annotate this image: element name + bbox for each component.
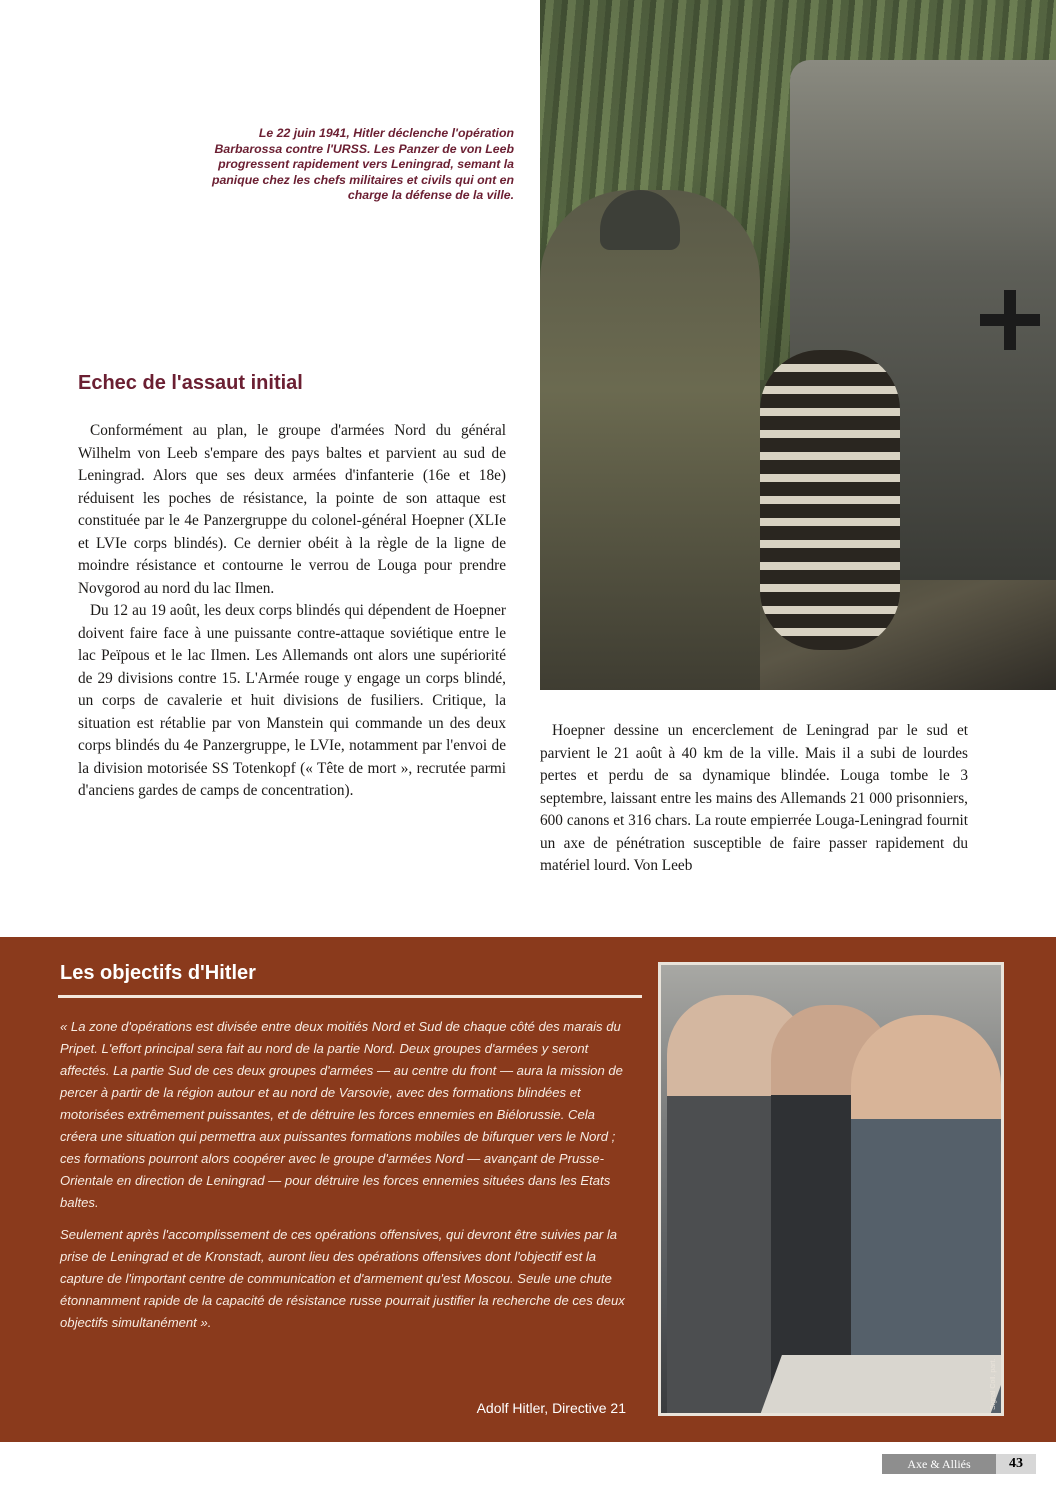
photo-tank-track (760, 350, 900, 650)
quote-source: Adolf Hitler, Directive 21 (476, 1400, 626, 1416)
photo-credit: Signal Coll. part. (990, 1358, 997, 1410)
photo-hitler-generals (658, 962, 1004, 1416)
paragraph: Du 12 au 19 août, les deux corps blindés qui dépendent de Hoepner doivent faire face à une puissante contre-attaque soviétique entre le lac Peïpous et le lac Ilmen. Les Allemands ont alors une supériorité de 29 divisions contre 15. L'Armée rouge y engage un corps blindé, un corps de cavalerie et huit divisions de fusiliers. Critique, la situation est rétablie par von Manstein qui commande un des deux corps blindés du 4e Panzergruppe, le LVIe, notamment par l'envoi de la division motorisée SS Totenkopf (« Tête de mort », recrutée parmi d'anciens gardes de camps de concentration). (78, 602, 506, 799)
balkenkreuz-icon (980, 290, 1040, 350)
magazine-name: Axe & Alliés (882, 1454, 996, 1474)
photo-tank-soldiers (540, 0, 1056, 690)
paragraph: Hoepner dessine un encerclement de Leningrad par le sud et parvient le 21 août à 40 km de la ville. Mais il a subi de lourdes pertes et perdu de sa dynamique blindée. Louga tombe le 3 septembre, laissant entre les mains des Allemands 21 000 prisonniers, 600 canons et 316 chars. La route empierrée Louga-Leningrad fournit un axe de pénétration susceptible de faire passer rapidement du matériel lourd. Von Leeb (540, 722, 968, 874)
body-column-right (540, 720, 968, 878)
box-quote (60, 1016, 628, 1344)
quote-paragraph: Seulement après l'accomplissement de ces opérations offensives, qui devront être suivies par la prise de Leningrad et de Kronstadt, auront lieu des opérations offensives dont l'objectif est la capture de l'important centre de communication et d'armement qu'est Moscou. Seule une chute étonnamment rapide de la capacité de résistance russe pourrait justifier la recherche de ces deux objectifs simultanément ». (60, 1227, 625, 1330)
box-divider (58, 995, 642, 998)
photo-map (760, 1355, 1004, 1415)
page-number: 43 (996, 1454, 1036, 1474)
photo-caption: Le 22 juin 1941, Hitler déclenche l'opération Barbarossa contre l'URSS. Les Panzer de von Leeb progressent rapidement vers Leningrad, semant la panique chez les chefs militaires et civils qui ont en charge la défense de la ville. (211, 126, 514, 203)
body-column-left (78, 420, 506, 803)
photo-soldier (540, 190, 760, 690)
quote-paragraph: « La zone d'opérations est divisée entre deux moitiés Nord et Sud de chaque côté des marais du Pripet. L'effort principal sera fait au nord de la partie Nord. Deux groupes d'armées y seront affectés. La partie Sud de ces deux groupes d'armées — au centre du front — aura la mission de percer à partir de la région autour et au nord de Varsovie, avec des formations blindées et motorisées extrêmement puissantes, et de détruire les forces ennemies en Biélorussie. Cela créera une situation qui permettra aux puissantes formations mobiles de bifurquer vers le Nord ; ces formations pourront alors coopérer avec le groupe d'armées Nord — avançant de Prusse-Orientale en direction de Leningrad — pour détruire les forces ennemies situées dans les Etats baltes. (60, 1019, 623, 1210)
section-title: Echec de l'assaut initial (78, 372, 303, 394)
box-title: Les objectifs d'Hitler (60, 962, 256, 984)
paragraph: Conformément au plan, le groupe d'armées Nord du général Wilhelm von Leeb s'empare des pays baltes et parvient au sud de Leningrad. Alors que ses deux armées d'infanterie (16e et 18e) réduisent les poches de résistance, la pointe de son attaque est constituée par le 4e Panzergruppe du colonel-général Hoepner (XLIe et LVIe corps blindés). Ce dernier obéit à la règle de la ligne de moindre résistance et contourne le verrou de Louga pour prendre Novgorod au nord du lac Ilmen. (78, 422, 506, 597)
